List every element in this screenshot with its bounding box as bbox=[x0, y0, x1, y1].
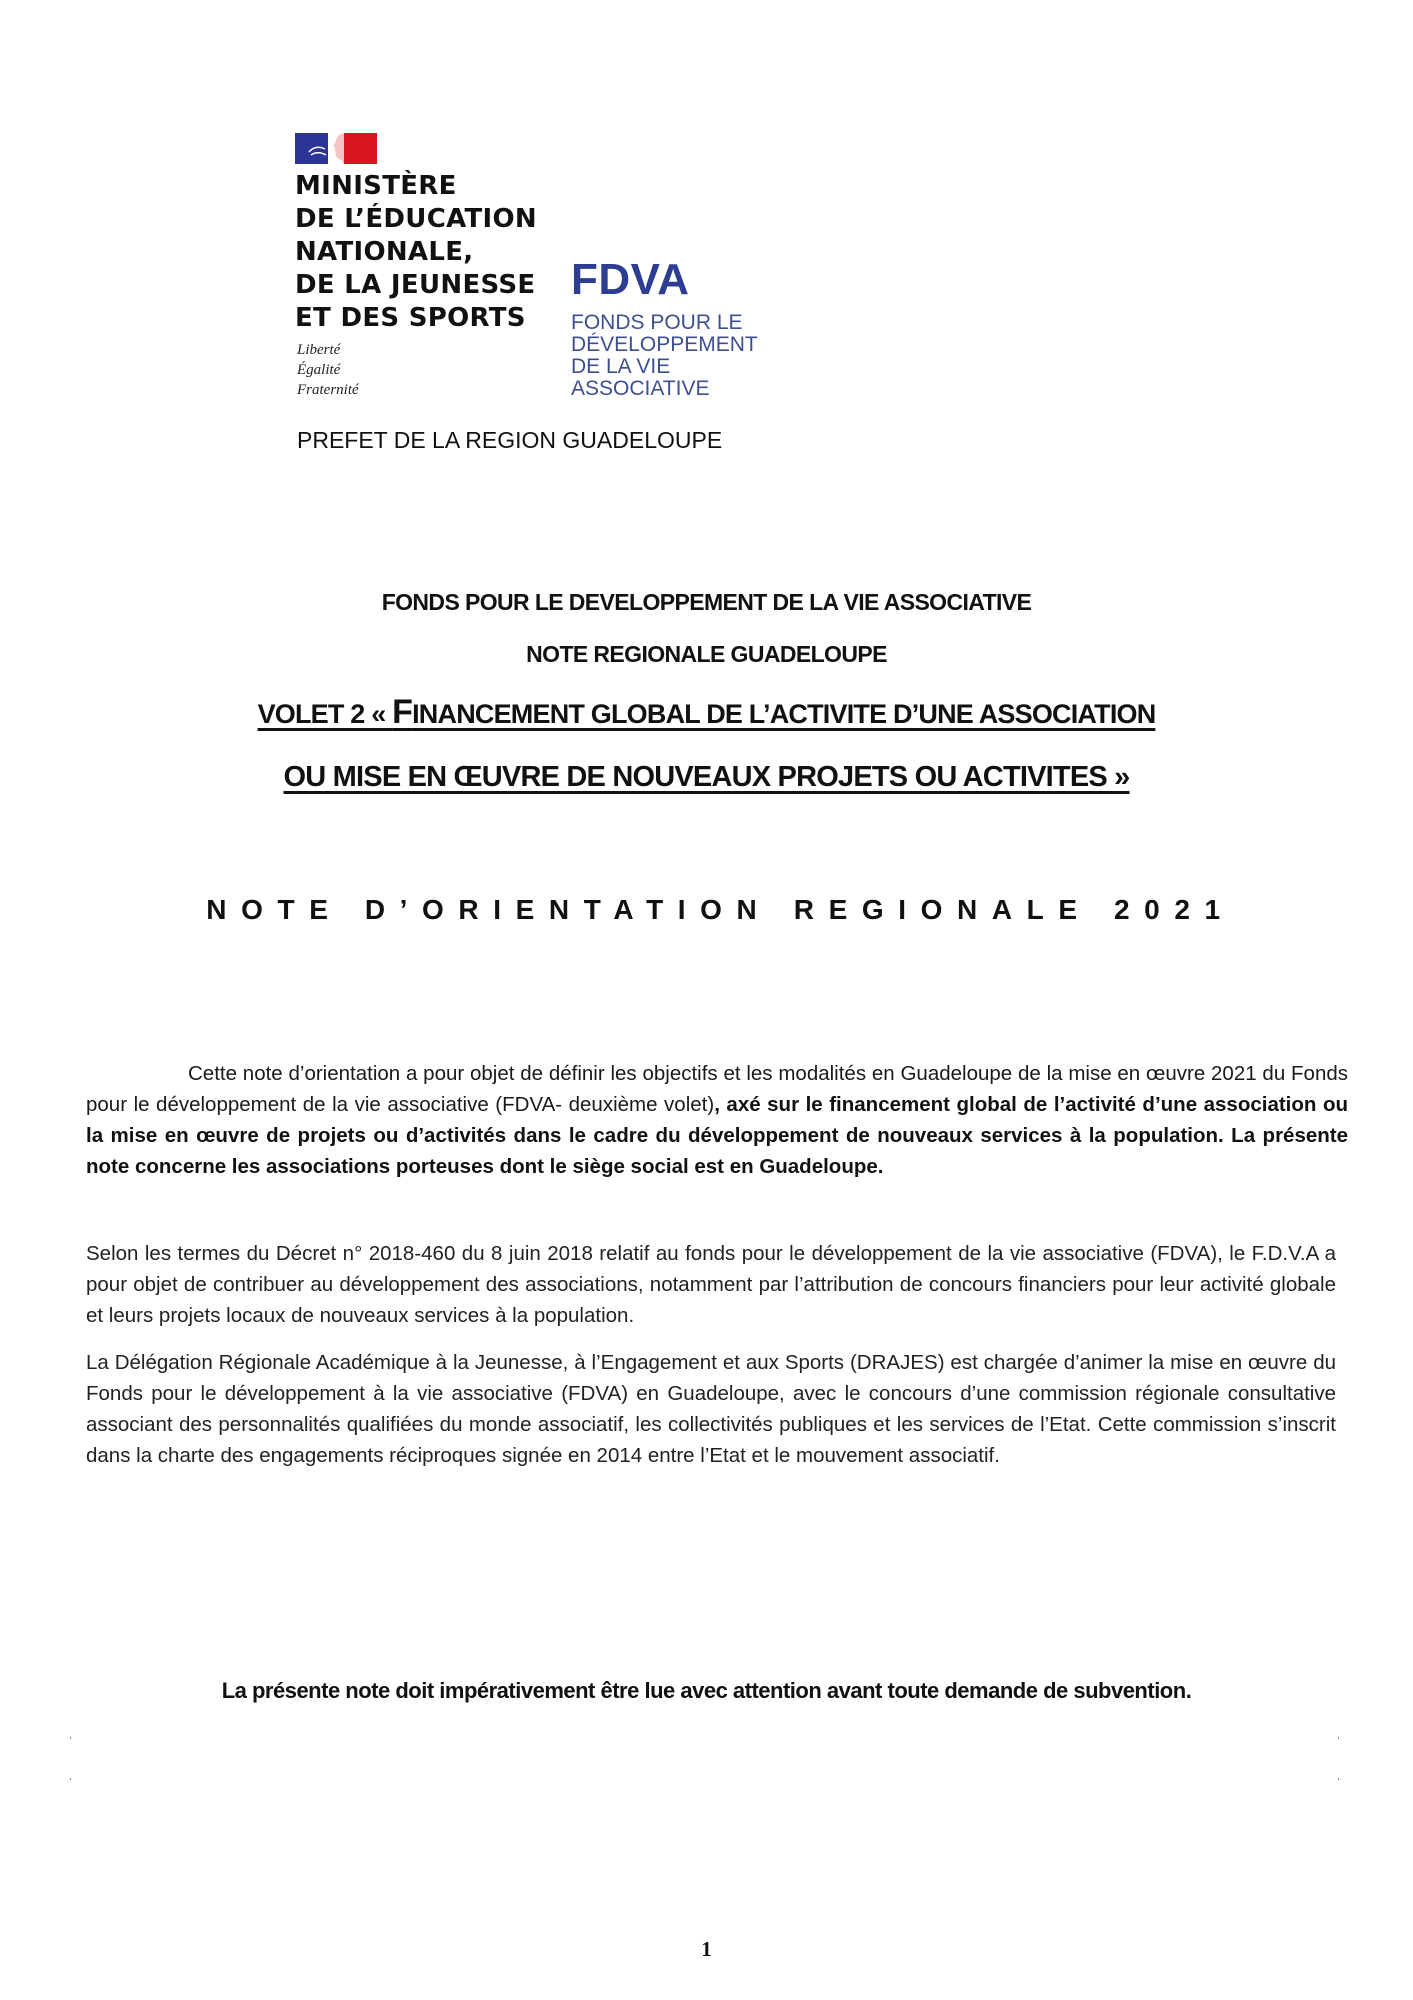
prefet-heading: PREFET DE LA REGION GUADELOUPE bbox=[297, 427, 723, 453]
scan-mark bbox=[70, 1778, 71, 1780]
marianne-flag-icon bbox=[295, 133, 377, 164]
fdva-logo: FDVA bbox=[571, 255, 690, 304]
important-notice: La présente note doit impérativement être lue avec attention avant toute demande de subvention. bbox=[221, 1678, 1192, 1703]
scan-mark bbox=[70, 1737, 71, 1739]
motto-line: Égalité bbox=[297, 362, 341, 378]
ministry-line: DE L’ÉDUCATION bbox=[295, 204, 537, 234]
ministry-line: MINISTÈRE bbox=[295, 171, 457, 201]
fdva-subtitle-line: ASSOCIATIVE bbox=[571, 377, 710, 400]
ministry-line: ET DES SPORTS bbox=[295, 303, 526, 333]
intro-paragraph bbox=[86, 1058, 1348, 1182]
title-regional-note: NOTE REGIONALE GUADELOUPE bbox=[526, 641, 887, 667]
ministry-line: DE LA JEUNESSE bbox=[295, 270, 536, 300]
drajes-paragraph: La Délégation Régionale Académique à la Jeunesse, à l’Engagement et aux Sports (DRAJES) est chargée d’animer la mise en œuvre du Fonds pour le développement à la vie associative (FDVA) en Guadeloupe, avec le concours d’une commission régionale consultative associant des personnalités qualifiées du monde associatif, les collectivités publiques et les services de l’Etat. Cette commission s’inscrit dans la charte des engagements réciproques signée en 2014 entre l’Etat et le mouvement associatif. bbox=[86, 1351, 1336, 1467]
title-volet-underline bbox=[257, 693, 1156, 731]
decree-paragraph: Selon les termes du Décret n° 2018-460 du 8 juin 2018 relatif au fonds pour le développement de la vie associative (FDVA), le F.D.V.A a pour objet de contribuer au développement des associations, notamment par l’attribution de concours financiers pour leur activité globale et leurs projets locaux de nouveaux services à la population. bbox=[86, 1242, 1336, 1327]
title-volet-line1 bbox=[0, 694, 1413, 732]
motto-line: Fraternité bbox=[297, 382, 359, 398]
page-number: 1 bbox=[701, 1937, 712, 1961]
fdva-subtitle-line: FONDS POUR LE bbox=[571, 311, 743, 334]
republic-motto bbox=[297, 340, 359, 400]
intro-bold-text: , axé sur le financement global de l’activité d’une association ou la mise en œuvre de projets ou d’activités dans le cadre du développement de nouveaux services à la population. La présente note concerne les associations porteuses dont le siège social est en Guadeloupe. bbox=[86, 1093, 1348, 1178]
title-volet-line2 bbox=[0, 759, 1413, 795]
intro-text: Cette note d’orientation a pour objet de définir les objectifs et les modalités en Guadeloupe de la mise en œuvre 2021 du Fonds pour le développement de la vie associative (FDVA- deuxième volet) bbox=[86, 1062, 1348, 1116]
ministry-line: NATIONALE, bbox=[295, 237, 474, 267]
motto-line: Liberté bbox=[297, 342, 341, 358]
volet-line2-text: OU MISE EN ŒUVRE DE NOUVEAUX PROJETS OU ACTIVITES » bbox=[283, 761, 1130, 793]
fdva-subtitle-line: DÉVELOPPEMENT bbox=[571, 333, 758, 356]
title-fund: FONDS POUR LE DEVELOPPEMENT DE LA VIE ASSOCIATIVE bbox=[381, 589, 1032, 615]
volet-initial: F bbox=[392, 693, 413, 731]
fdva-subtitle-line: DE LA VIE bbox=[571, 355, 671, 378]
orientation-title: NOTE D’ORIENTATION REGIONALE 2021 bbox=[206, 894, 1235, 925]
volet-rest: INANCEMENT GLOBAL DE L’ACTIVITE D’UNE ASSOCIATION bbox=[412, 699, 1156, 729]
fdva-subtitle bbox=[571, 312, 758, 400]
ministry-name bbox=[295, 170, 537, 335]
volet-prefix: VOLET 2 « bbox=[257, 699, 393, 729]
scan-mark bbox=[1338, 1778, 1339, 1780]
scan-mark bbox=[1338, 1737, 1339, 1739]
